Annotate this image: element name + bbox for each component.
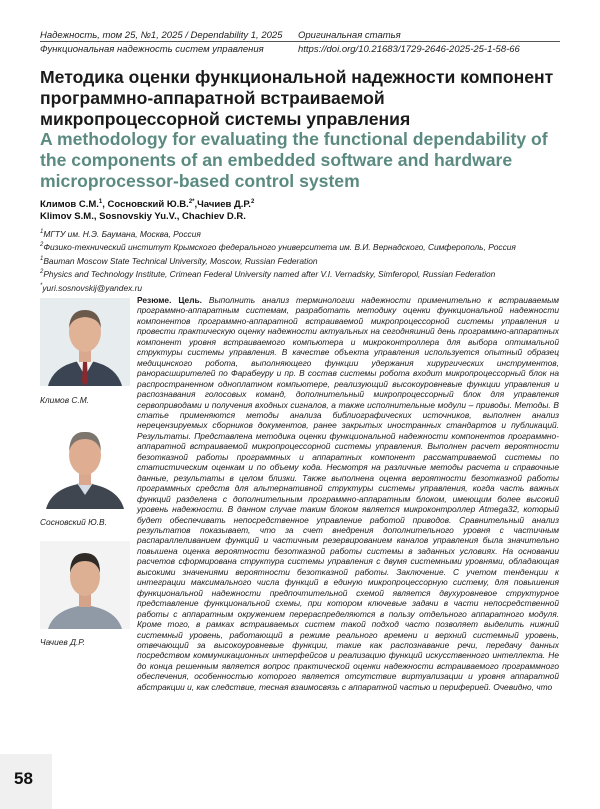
page-number-tab (0, 754, 52, 809)
journal-issue: Надежность, том 25, №1, 2025 / Dependability 1, 2025 (40, 30, 283, 41)
author-sup: 2* (188, 199, 195, 205)
title-russian: Методика оценки функциональной надежности компонент программно-аппаратной встраиваемой микропроцессорной системы управления (40, 67, 554, 129)
corresponding-email[interactable]: *yuri.sosnovskij@yandex.ru (40, 282, 143, 293)
abstract (137, 295, 559, 692)
abstract-label: Резюме. Цель. (137, 295, 202, 305)
author-name: Чачиев Д.Р. (197, 199, 251, 211)
author-photo-chachiev (40, 541, 130, 629)
affiliation-line: $^2$Физико-технический институт Крымского федерального университета им. В.И. Вернадского, Симферополь, Россия (40, 242, 516, 253)
affiliations (40, 227, 516, 294)
abstract-text: Выполнить анализ терминологии надежности применительно к встраиваемым программно-аппаратным системам, разработать методику оценки функциональной надежности компонентов программно-аппаратной встраиваемой микропроцессорной системы управления и провести практическую оценку надежности актуальных на сегодняшний день программно-аппаратных компонент уровня встраиваемого компьютера и микроконтроллера для выбора оптимальной структуры системы управления. В качестве объекта управления используется опытный образец медицинского робота, выполняющего функции удержания хирургических инструментов, ранорасширителей по Фарабеуру и пр. В состав системы робота входит микропроцессорный блок на распространенном одноплатном компьютере, реализующий высокоуровневые функции управления и распознавания голосовых команд, дополнительный микропроцессорный блок для управления сервоприводами и получения входных сигналов, а также исполнительные модули – приводы. Методы. В статье применяются методы анализа библиографических источников, выполнен анализ нерецензируемых сборников документов, ранее закрытых иностранных стандартов и публикаций. Результаты. Представлена методика оценки функциональной надежности компонентов программно-аппаратной встраиваемой микропроцессорной системы управления. Выполнен расчет вероятности безотказной работы программных и аппаратных компонент рассматриваемой системы по статистическим оценкам и по объему кода. Несмотря на различные методы расчета и справочные данные, результаты в целом близки. Также выполнена оценка вероятности безотказной работы программных средств для альтернативной структуры системы управления, когда часть важных функций разделена с дополнительным программно-аппаратным блоком, имеющим более высокий уровень надежности. В данном случае таким блоком является микроконтроллер Atmega32, который будет обеспечивать непосредственное управление работой приводов. Сравнительный анализ результатов показывает, что за счет внедрения дополнительного уровня с частичным распараллеливанием функций и частичным резервированием каналов управления была значительно повышена оценка вероятности безотказной работы системы в заданных условиях. На основании расчетов сформирована структура системы управления с двумя системными уровнями, обладающая высокими значениями вероятности безотказной работы. Заключение. С учетом тенденции к интеграции максимального числа функций в единую микропроцессорную систему, для повышения функциональной надежности предпочтительной схемой является двухуровневое структурное представление функциональной схемы, при котором ключевые задачи в части непосредственной работы с аппаратным окружением перераспределяются в пользу отдельного аппаратного модуля. Кроме того, в рамках встраиваемых систем такой подход часто позволяет выделить нижний системный уровень, работающий в режиме реального времени и верхний системный уровень, отвечающий за высокоуровневые функции, такие как распознавание речи, передачу данных посредством коммуникационных интерфейсов и реализацию функций искусственного интеллекта. Не до конца решенным является вопрос практической оценки надежности встраиваемого программного обеспечения, особенностью которого является отсутствие виртуализации и уровня аппаратной абстракции и, как следствие, тесная взаимосвязь с аппаратной частью и периферией. Очевидно, что (137, 295, 559, 692)
photo-caption: Климов С.М. (40, 395, 90, 405)
author-photo-sosnovskiy (40, 421, 130, 509)
author-name: Сосновский Ю.В. (107, 199, 189, 211)
author-photo-klimov (40, 298, 130, 386)
author-list (40, 196, 254, 223)
photo-caption: Чачиев Д.Р. (40, 637, 85, 647)
doi-link[interactable]: https://doi.org/10.21683/1729-2646-2025-25-1-58-66 (298, 44, 520, 55)
author-list-english: Klimov S.M., Sosnovskiy Yu.V., Chachiev D.R. (40, 211, 246, 223)
affiliation-line: $^2$Physics and Technology Institute, Crimean Federal University named after V.I. Vernadsky, Simferopol, Russian Federation (40, 268, 496, 279)
article-type: Оригинальная статья (298, 30, 401, 41)
photo-caption: Сосновский Ю.В. (40, 517, 107, 527)
author-list-russian: Климов С.М.$^1$, Сосновский Ю.В.$^{2*}$,Чачиев Д.Р.$^2$ (40, 199, 255, 211)
title-english: A methodology for evaluating the functional dependability of the components of an embedded software and hardware microprocessor-based control system (40, 129, 548, 191)
page-number: 58 (14, 769, 33, 788)
header-divider (40, 41, 560, 42)
author-name: Климов С.М. (40, 199, 99, 211)
affiliation-line: $^1$МГТУ им. Н.Э. Баумана, Москва, Россия (40, 228, 201, 239)
affiliation-line: $^1$Bauman Moscow State Technical University, Moscow, Russian Federation (40, 255, 318, 266)
author-sup: 1 (98, 199, 103, 205)
journal-section: Функциональная надежность систем управления (40, 44, 264, 55)
author-sup: 2 (250, 199, 255, 205)
